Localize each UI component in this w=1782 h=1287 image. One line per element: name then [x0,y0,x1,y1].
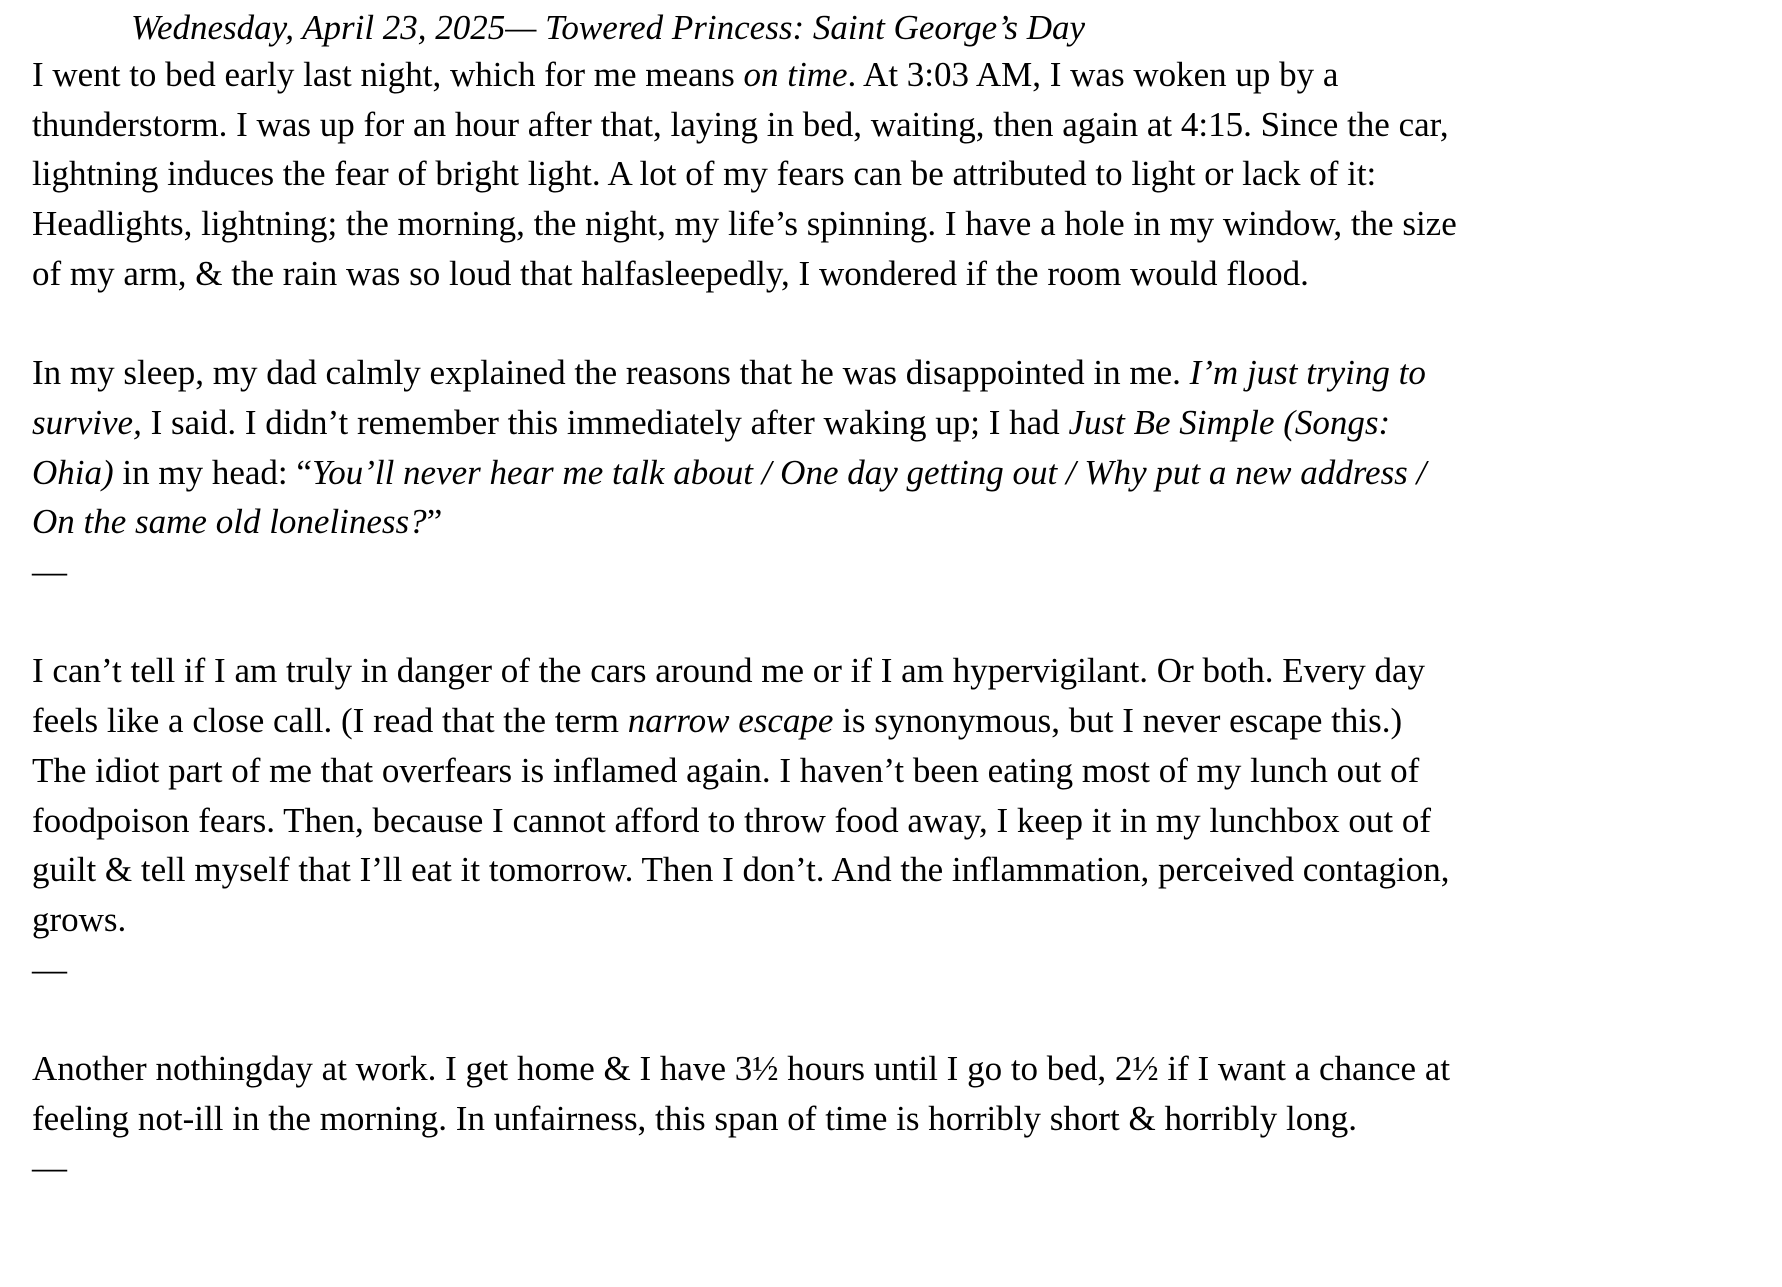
paragraph-spacer [32,597,1462,647]
paragraph-hypervigilance [32,646,1462,944]
entry-title: Wednesday, April 23, 2025— Towered Princess: Saint George’s Day [131,8,1086,47]
paragraph-spacer [32,299,1462,349]
emphasis-on-time: on time [743,55,848,94]
text-run: in my head: “ [113,452,312,492]
text-run: I can’t tell if I am truly in danger of the cars around me or if I am hypervigilant. Or both. Every day feels like a close call. (I read that the term [32,651,1426,741]
paragraph-dream [32,348,1462,547]
paragraph-nothingday [32,1044,1462,1143]
journal-page [32,6,1462,1193]
paragraph-spacer [32,994,1462,1044]
text-run: Another nothingday at work. I get home & I have 3½ hours until I go to bed, 2½ if I want a chance at feeling not-ill in the morning. In unfairness, this span of time is horribly short & horribly long. [32,1048,1451,1138]
song-title: Just Be Simple (Songs: Ohia) [32,402,1391,492]
text-run: . At 3:03 AM, I was woken up by a thunderstorm. I was up for an hour after that, laying in bed, waiting, then again at 4:15. Since the car, lightning induces the fear of bright light. A lot of my fears can be attributed to light or lack of it: Headlights, lightning; the morning, the night, my life’s spinning. I have a hole in my window, the size of my arm, & the rain was so loud that halfasleepedly, I wondered if the room would flood. [32,55,1457,293]
text-run: is synonymous, but I never escape this.) The idiot part of me that overfears is inflamed again. I haven’t been eating most of my lunch out of foodpoison fears. Then, because I cannot afford to throw food away, I keep it in my lunchbox out of guilt & tell myself that I’ll eat it tomorrow. Then I don’t. And the inflammation, perceived contagion, grows. [32,701,1450,939]
paragraph-thunderstorm [32,50,1462,299]
text-run: In my sleep, my dad calmly explained the reasons that he was disappointed in me. [32,353,1190,393]
section-divider: — [32,1148,67,1188]
text-run: I went to bed early last night, which for me means [32,55,744,94]
emphasis-survive: I’m just trying to survive, [32,353,1426,442]
section-divider: — [32,949,67,989]
text-run: I said. I didn’t remember this immediately after waking up; I had [141,402,1069,442]
song-lyric: You’ll never hear me talk about / One day getting out / Why put a new address / On the same old loneliness? [32,452,1427,542]
text-run: ” [426,502,443,542]
emphasis-narrow-escape: narrow escape [627,701,834,741]
section-divider: — [32,552,67,592]
